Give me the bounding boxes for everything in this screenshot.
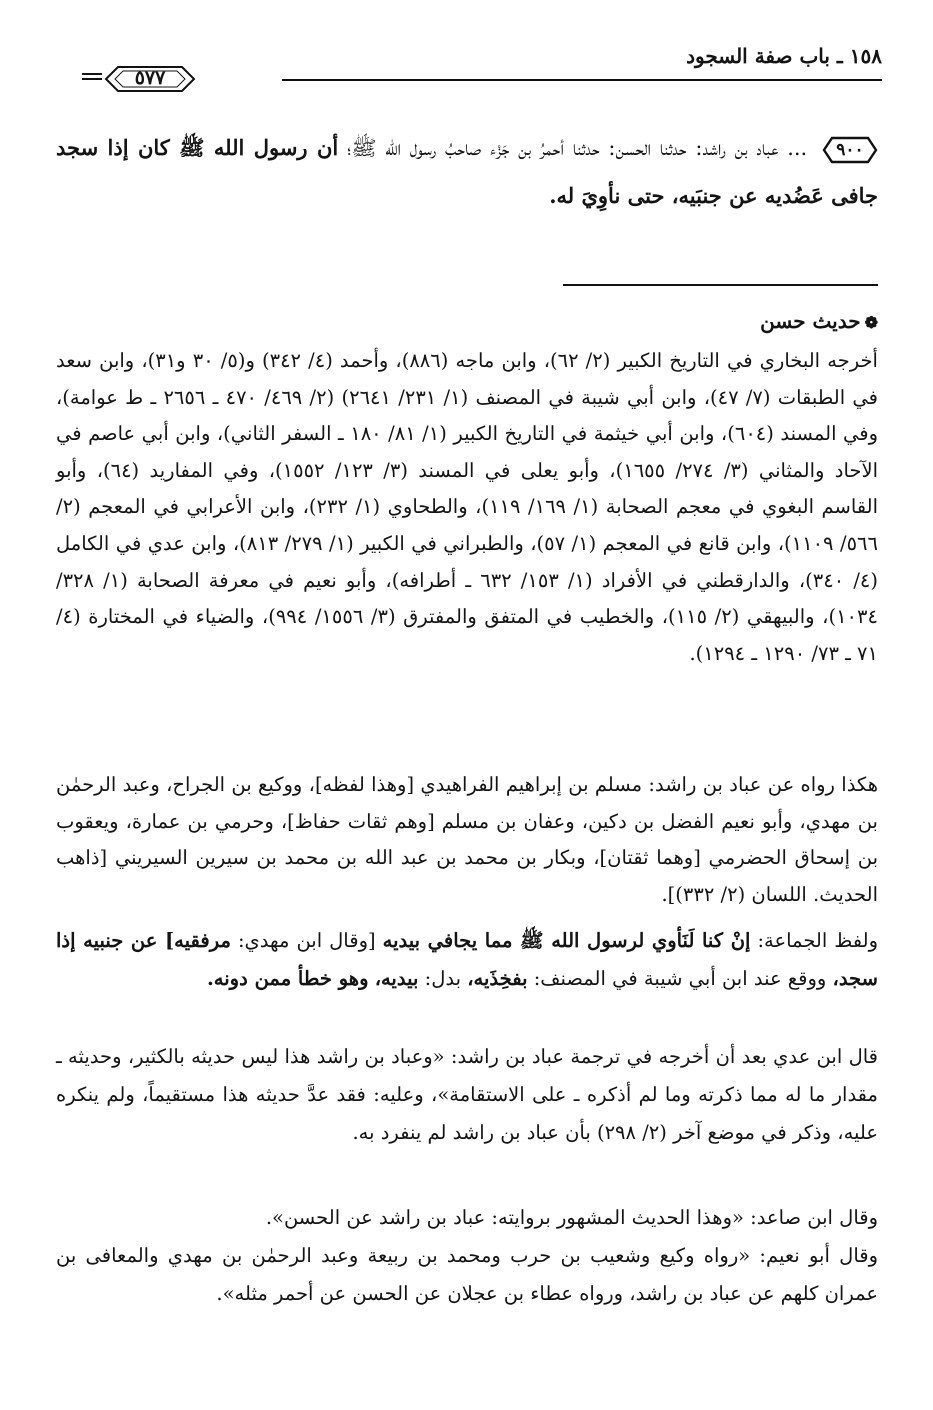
hadith-text — [56, 124, 878, 220]
hadith-matn: أن رسول الله ﷺ كان إذا سجد جافى عَضُديه عن جنبَيه، حتى نأوِيَ له. — [56, 135, 878, 208]
jamaa-bold-5: وهو خطأ ممن دونه. — [207, 967, 369, 990]
hadith-number-badge — [822, 135, 878, 165]
ornament-icon: ❁ — [864, 313, 878, 332]
hadith-number: ٩٠٠ — [836, 139, 864, 160]
jamaa-lead: ولفظ الجماعة: — [757, 929, 879, 952]
chapter-title: ١٥٨ ـ باب صفة السجود — [686, 44, 882, 68]
jamaa-mid-3: بدل: — [424, 967, 462, 990]
ibn-adi-paragraph: قال ابن عدي بعد أن أخرجه في ترجمة عباد بن راشد: «وعباد بن راشد هذا ليس حديثه بالكثير، وحديثه ـ مقدار ما له مما ذكرته وما لم أذكره ـ على الاستقامة»، وعليه: فقد عدَّ حديثه هذا مستقيماً، ولم ينكره عليه، وذكر في موضع آخر (٢/ ٢٩٨) بأن عباد بن راشد لم ينفرد به. — [56, 1045, 878, 1144]
jamaa-wording-paragraph — [56, 922, 878, 998]
takhrij-paragraph: أخرجه البخاري في التاريخ الكبير (٢/ ٦٢)، وابن ماجه (٨٨٦)، وأحمد (٤/ ٣٤٢) و(٥/ ٣٠ و٣١)، وابن سعد في الطبقات (٧/ ٤٧)، وابن أبي شيبة في المصنف (١/ ٢٣١/ ٢٦٤١) (٢/ ٤٦٩/ ٤٧٠ ـ ٢٦٥٦ ـ ط عوامة)، وفي المسند (٦٠٤)، وابن أبي خيثمة في التاريخ الكبير (١/ ٨١/ ١٨٠ ـ السفر الثاني)، وابن أبي عاصم في الآحاد والمثاني (٣/ ٢٧٤/ ١٦٥٥)، وأبو يعلى في المسند (٣/ ١٢٣/ ١٥٥٢)، وفي المفاريد (٦٤)، وأبو القاسم البغوي في معجم الصحابة (١/ ١٦٩/ ١١٩)، والطحاوي (١/ ٢٣٢)، وابن الأعرابي في المعجم (٢/ ٥٦٦/ ١١٠٩)، وابن قانع في المعجم (١/ ٥٧)، والطبراني في الكبير (١/ ٢٧٩/ ٨١٣)، وابن عدي في الكامل (٤/ ٣٤٠)، والدارقطني في الأفراد (١/ ١٥٣/ ٦٣٢ ـ أطرافه)، وأبو نعيم في معرفة الصحابة (١/ ٣٢٨/ ١٠٣٤)، والبيهقي (٢/ ١١٥)، والخطيب في المتفق والمفترق (٣/ ١٥٥٦/ ٩٩٤)، والضياء في المختارة (٤/ ٧١ ـ ٧٣/ ١٢٩٠ ـ ١٢٩٤). — [56, 349, 879, 665]
grade-text: حديث حسن — [760, 309, 861, 333]
header-rule-left-bottom — [82, 78, 102, 80]
hadith-chain: ... عباد بن راشد: حدثنا الحسن: حدثنا أحمرُ بن جَزْء صاحبُ رسول الله ﷺ؛ — [346, 136, 808, 160]
header-rule — [282, 79, 882, 81]
narrators-paragraph: هكذا رواه عن عباد بن راشد: مسلم بن إبراهيم الفراهيدي [وهذا لفظه]، ووكيع بن الجراح، وعبد الرحمٰن بن مهدي، وأبو نعيم الفضل بن دكين، وعفان بن مسلم [وهم ثقات حفاظ]، وحرمي بن عمارة، ويعقوب بن إسحاق الحضرمي [وهما ثقتان]، وبكار بن محمد بن عبد الله بن محمد بن سيرين السيريني [ذاهب الحديث. اللسان (٢/ ٣٣٢)]. — [56, 773, 878, 906]
ibn-saed-paragraph: وقال ابن صاعد: «وهذا الحديث المشهور بروايته: عباد بن راشد عن الحسن». — [265, 1206, 878, 1229]
jamaa-bold-4: بيديه، — [374, 967, 419, 990]
footnote-separator — [563, 284, 878, 286]
hadith-grade — [760, 309, 878, 333]
jamaa-bold-2: مرفقيه] عن جنبيه إذا سجد، — [56, 929, 878, 990]
jamaa-bold-1: إنْ كنا لَنَأوي لرسول الله ﷺ مما يجافي بيديه — [382, 929, 751, 952]
jamaa-mid-2: ووقع عند ابن أبي شيبة في المصنف: — [533, 967, 827, 990]
jamaa-bold-3: بفخِذَيه، — [467, 967, 528, 990]
page-number-badge — [104, 64, 196, 94]
abu-nuaym-paragraph: وقال أبو نعيم: «رواه وكيع وشعيب بن حرب ومحمد بن ربيعة وعبد الرحمٰن بن مهدي والمعافى بن عمران كلهم عن عباد بن راشد، ورواه عطاء بن عجلان عن الحسن عن أحمر مثله». — [56, 1244, 878, 1305]
header-rule-left-top — [82, 73, 102, 75]
page-number: ٥٧٧ — [134, 67, 166, 89]
page-header — [82, 42, 882, 88]
jamaa-mid-1: [وقال ابن مهدي: — [237, 929, 376, 952]
